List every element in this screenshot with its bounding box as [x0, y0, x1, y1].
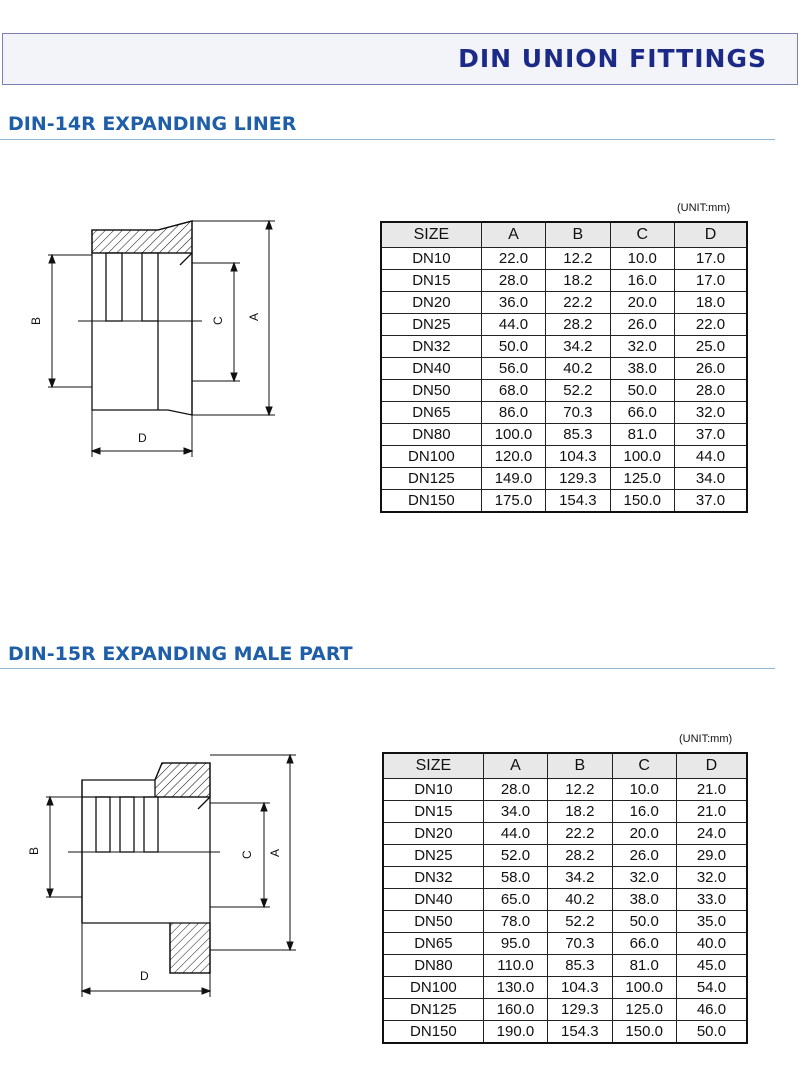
dimension-label-a: A [268, 848, 282, 857]
value-cell: 37.0 [674, 424, 747, 446]
value-cell: 34.2 [548, 867, 612, 889]
value-cell: 26.0 [612, 845, 676, 867]
value-cell: 52.2 [546, 380, 610, 402]
column-header: C [612, 753, 676, 779]
value-cell: 18.2 [546, 270, 610, 292]
value-cell: 149.0 [481, 468, 545, 490]
value-cell: 36.0 [481, 292, 545, 314]
value-cell: 46.0 [676, 999, 747, 1021]
value-cell: 85.3 [548, 955, 612, 977]
table-row [381, 468, 747, 490]
value-cell: 16.0 [612, 801, 676, 823]
value-cell: 21.0 [676, 779, 747, 801]
din-14r-spec-table [380, 221, 748, 513]
value-cell: 70.3 [546, 402, 610, 424]
value-cell: 34.0 [674, 468, 747, 490]
table-row [381, 292, 747, 314]
value-cell: 175.0 [481, 490, 545, 513]
value-cell: 32.0 [610, 336, 674, 358]
table-body [381, 248, 747, 513]
column-header: B [546, 222, 610, 248]
value-cell: 150.0 [610, 490, 674, 513]
size-cell: DN80 [381, 424, 481, 446]
table-row [381, 380, 747, 402]
value-cell: 17.0 [674, 248, 747, 270]
table-row [383, 977, 747, 999]
value-cell: 81.0 [610, 424, 674, 446]
value-cell: 100.0 [612, 977, 676, 999]
value-cell: 52.2 [548, 911, 612, 933]
size-cell: DN10 [381, 248, 481, 270]
value-cell: 28.0 [674, 380, 747, 402]
column-header: A [481, 222, 545, 248]
value-cell: 29.0 [676, 845, 747, 867]
table-row [381, 424, 747, 446]
table-row [381, 248, 747, 270]
value-cell: 129.3 [546, 468, 610, 490]
dimension-label-d: D [140, 969, 149, 983]
value-cell: 20.0 [610, 292, 674, 314]
table-row [381, 446, 747, 468]
value-cell: 33.0 [676, 889, 747, 911]
column-header: SIZE [381, 222, 481, 248]
value-cell: 66.0 [612, 933, 676, 955]
column-header: D [674, 222, 747, 248]
value-cell: 44.0 [483, 823, 547, 845]
value-cell: 104.3 [548, 977, 612, 999]
size-cell: DN32 [381, 336, 481, 358]
value-cell: 40.2 [546, 358, 610, 380]
value-cell: 104.3 [546, 446, 610, 468]
size-cell: DN50 [381, 380, 481, 402]
value-cell: 22.0 [674, 314, 747, 336]
value-cell: 130.0 [483, 977, 547, 999]
value-cell: 44.0 [674, 446, 747, 468]
column-header: C [610, 222, 674, 248]
size-cell: DN150 [383, 1021, 483, 1044]
value-cell: 28.2 [548, 845, 612, 867]
value-cell: 40.2 [548, 889, 612, 911]
size-cell: DN15 [383, 801, 483, 823]
value-cell: 25.0 [674, 336, 747, 358]
section-divider [0, 668, 775, 669]
header-banner [2, 33, 798, 85]
size-cell: DN150 [381, 490, 481, 513]
value-cell: 18.2 [548, 801, 612, 823]
table-row [383, 867, 747, 889]
size-cell: DN125 [383, 999, 483, 1021]
value-cell: 34.0 [483, 801, 547, 823]
value-cell: 65.0 [483, 889, 547, 911]
value-cell: 22.0 [481, 248, 545, 270]
value-cell: 120.0 [481, 446, 545, 468]
value-cell: 26.0 [610, 314, 674, 336]
size-cell: DN32 [383, 867, 483, 889]
value-cell: 56.0 [481, 358, 545, 380]
table-row [383, 933, 747, 955]
column-header: B [548, 753, 612, 779]
value-cell: 22.2 [548, 823, 612, 845]
table-row [381, 314, 747, 336]
dimension-label-c: C [240, 850, 254, 859]
value-cell: 150.0 [612, 1021, 676, 1044]
value-cell: 22.2 [546, 292, 610, 314]
value-cell: 154.3 [548, 1021, 612, 1044]
size-cell: DN25 [383, 845, 483, 867]
value-cell: 85.3 [546, 424, 610, 446]
section-title-din-15r: DIN-15R EXPANDING MALE PART [8, 643, 353, 665]
size-cell: DN40 [383, 889, 483, 911]
value-cell: 50.0 [610, 380, 674, 402]
value-cell: 58.0 [483, 867, 547, 889]
value-cell: 35.0 [676, 911, 747, 933]
value-cell: 28.0 [483, 779, 547, 801]
value-cell: 110.0 [483, 955, 547, 977]
value-cell: 16.0 [610, 270, 674, 292]
size-cell: DN80 [383, 955, 483, 977]
table-row [383, 999, 747, 1021]
size-cell: DN15 [381, 270, 481, 292]
value-cell: 50.0 [481, 336, 545, 358]
table-row [381, 402, 747, 424]
value-cell: 38.0 [610, 358, 674, 380]
dimension-label-b: B [27, 846, 41, 855]
value-cell: 50.0 [676, 1021, 747, 1044]
dimension-label-d: D [138, 431, 147, 445]
dimension-label-c: C [211, 316, 225, 325]
size-cell: DN65 [383, 933, 483, 955]
unit-label: (UNIT:mm) [677, 202, 731, 214]
value-cell: 100.0 [610, 446, 674, 468]
value-cell: 32.0 [612, 867, 676, 889]
value-cell: 125.0 [612, 999, 676, 1021]
value-cell: 17.0 [674, 270, 747, 292]
dimension-label-a: A [247, 312, 261, 321]
table-row [381, 336, 747, 358]
table-row [383, 845, 747, 867]
dimension-label-b: B [29, 316, 43, 325]
value-cell: 190.0 [483, 1021, 547, 1044]
value-cell: 12.2 [548, 779, 612, 801]
column-header: D [676, 753, 747, 779]
value-cell: 68.0 [481, 380, 545, 402]
page-title: DIN UNION FITTINGS [458, 44, 767, 73]
value-cell: 12.2 [546, 248, 610, 270]
value-cell: 20.0 [612, 823, 676, 845]
value-cell: 10.0 [610, 248, 674, 270]
value-cell: 28.0 [481, 270, 545, 292]
table-row [383, 955, 747, 977]
value-cell: 100.0 [481, 424, 545, 446]
value-cell: 160.0 [483, 999, 547, 1021]
value-cell: 54.0 [676, 977, 747, 999]
value-cell: 70.3 [548, 933, 612, 955]
value-cell: 95.0 [483, 933, 547, 955]
size-cell: DN65 [381, 402, 481, 424]
value-cell: 34.2 [546, 336, 610, 358]
value-cell: 10.0 [612, 779, 676, 801]
size-cell: DN40 [381, 358, 481, 380]
value-cell: 86.0 [481, 402, 545, 424]
value-cell: 24.0 [676, 823, 747, 845]
table-row [383, 801, 747, 823]
value-cell: 45.0 [676, 955, 747, 977]
value-cell: 50.0 [612, 911, 676, 933]
din-15r-technical-drawing [20, 745, 310, 1005]
value-cell: 129.3 [548, 999, 612, 1021]
value-cell: 66.0 [610, 402, 674, 424]
column-header: A [483, 753, 547, 779]
value-cell: 37.0 [674, 490, 747, 513]
din-14r-technical-drawing [20, 205, 290, 465]
value-cell: 125.0 [610, 468, 674, 490]
table-row [381, 358, 747, 380]
size-cell: DN100 [383, 977, 483, 999]
table-row [383, 889, 747, 911]
size-cell: DN25 [381, 314, 481, 336]
value-cell: 26.0 [674, 358, 747, 380]
column-header: SIZE [383, 753, 483, 779]
size-cell: DN10 [383, 779, 483, 801]
size-cell: DN20 [383, 823, 483, 845]
value-cell: 78.0 [483, 911, 547, 933]
value-cell: 81.0 [612, 955, 676, 977]
value-cell: 28.2 [546, 314, 610, 336]
value-cell: 32.0 [676, 867, 747, 889]
size-cell: DN20 [381, 292, 481, 314]
table-row [381, 270, 747, 292]
value-cell: 40.0 [676, 933, 747, 955]
table-body [383, 779, 747, 1044]
table-row [381, 490, 747, 513]
size-cell: DN125 [381, 468, 481, 490]
din-15r-spec-table [382, 752, 748, 1044]
value-cell: 38.0 [612, 889, 676, 911]
size-cell: DN50 [383, 911, 483, 933]
value-cell: 154.3 [546, 490, 610, 513]
value-cell: 52.0 [483, 845, 547, 867]
value-cell: 21.0 [676, 801, 747, 823]
value-cell: 44.0 [481, 314, 545, 336]
table-row [383, 823, 747, 845]
section-title-din-14r: DIN-14R EXPANDING LINER [8, 113, 297, 135]
size-cell: DN100 [381, 446, 481, 468]
table-row [383, 779, 747, 801]
value-cell: 32.0 [674, 402, 747, 424]
unit-label: (UNIT:mm) [679, 733, 733, 745]
table-row [383, 911, 747, 933]
value-cell: 18.0 [674, 292, 747, 314]
section-divider [0, 139, 775, 140]
table-row [383, 1021, 747, 1044]
